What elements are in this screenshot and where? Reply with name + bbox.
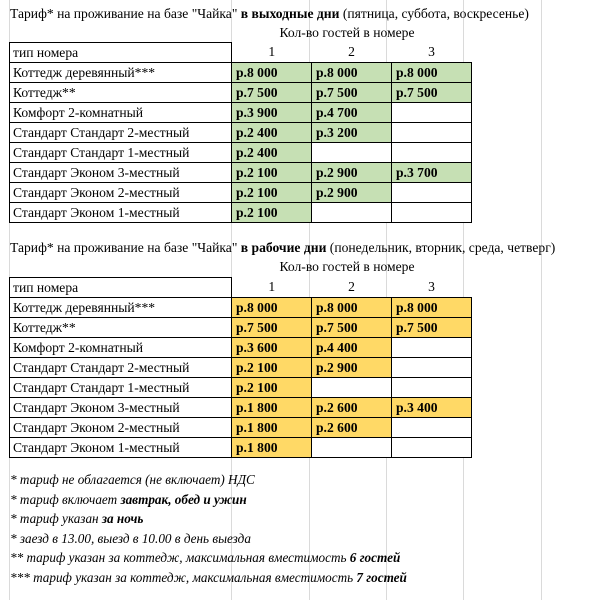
room-type-cell: Стандарт Эконом 3-местный bbox=[10, 163, 232, 183]
price-cell: р.1 800 bbox=[232, 398, 312, 418]
price-cell: р.7 500 bbox=[232, 83, 312, 103]
price-cell: р.7 500 bbox=[392, 318, 472, 338]
table-row bbox=[10, 338, 472, 358]
room-type-cell: Коттедж** bbox=[10, 83, 232, 103]
weekday-rates-table bbox=[9, 277, 472, 458]
weekend-guests-header: Кол-во гостей в номере bbox=[279, 25, 415, 40]
price-cell: р.7 500 bbox=[312, 83, 392, 103]
room-type-cell: Стандарт Эконом 2-местный bbox=[10, 418, 232, 438]
footnote-line bbox=[10, 509, 407, 529]
price-cell: р.2 400 bbox=[232, 123, 312, 143]
price-cell: р.2 600 bbox=[312, 398, 392, 418]
footnote-line bbox=[10, 470, 407, 490]
footnote-text: ** тариф указан за коттедж, максимальная вместимость bbox=[10, 550, 350, 566]
footnote-emphasis: за ночь bbox=[101, 511, 144, 527]
price-cell: р.2 100 bbox=[232, 203, 312, 223]
price-cell: р.2 100 bbox=[232, 183, 312, 203]
price-cell: р.1 800 bbox=[232, 438, 312, 458]
price-cell: р.3 600 bbox=[232, 338, 312, 358]
price-cell bbox=[312, 438, 392, 458]
price-cell: р.7 500 bbox=[392, 83, 472, 103]
price-cell: р.3 400 bbox=[392, 398, 472, 418]
footnote-text: * тариф включает bbox=[10, 491, 121, 507]
price-cell: р.8 000 bbox=[392, 63, 472, 83]
price-cell bbox=[312, 378, 392, 398]
table-row bbox=[10, 203, 472, 223]
footnote-emphasis: 6 гостей bbox=[349, 550, 401, 566]
guests-2-header: 2 bbox=[312, 278, 392, 298]
price-cell: р.1 800 bbox=[232, 418, 312, 438]
room-type-cell: Стандарт Эконом 2-местный bbox=[10, 183, 232, 203]
footnote-line bbox=[10, 490, 407, 510]
price-cell bbox=[392, 418, 472, 438]
room-type-cell: Комфорт 2-комнатный bbox=[10, 338, 232, 358]
footnote-line bbox=[10, 568, 407, 588]
price-cell: р.2 900 bbox=[312, 163, 392, 183]
price-cell: р.8 000 bbox=[232, 298, 312, 318]
room-type-cell: Стандарт Эконом 1-местный bbox=[10, 438, 232, 458]
price-cell: р.8 000 bbox=[392, 298, 472, 318]
room-type-cell: Стандарт Стандарт 2-местный bbox=[10, 123, 232, 143]
guests-1-header: 1 bbox=[232, 43, 312, 63]
table-row bbox=[10, 418, 472, 438]
guests-1-header: 1 bbox=[232, 278, 312, 298]
price-cell bbox=[392, 203, 472, 223]
price-cell: р.2 100 bbox=[232, 163, 312, 183]
price-cell: р.2 900 bbox=[312, 183, 392, 203]
price-cell bbox=[392, 378, 472, 398]
price-cell: р.3 200 bbox=[312, 123, 392, 143]
footnote-text: * заезд в 13.00, выезд в 10.00 в день выезда bbox=[10, 530, 251, 546]
table-row bbox=[10, 183, 472, 203]
guests-3-header: 3 bbox=[392, 278, 472, 298]
price-cell: р.2 400 bbox=[232, 143, 312, 163]
footnotes bbox=[10, 470, 407, 588]
price-cell bbox=[392, 183, 472, 203]
price-cell: р.2 100 bbox=[232, 378, 312, 398]
table-row bbox=[10, 103, 472, 123]
gridline bbox=[541, 0, 542, 600]
table-row bbox=[10, 63, 472, 83]
guests-3-header: 3 bbox=[392, 43, 472, 63]
price-cell bbox=[392, 143, 472, 163]
price-cell bbox=[312, 143, 392, 163]
table-row bbox=[10, 143, 472, 163]
table-row bbox=[10, 438, 472, 458]
room-type-header: тип номера bbox=[10, 43, 232, 63]
price-cell: р.2 900 bbox=[312, 358, 392, 378]
room-type-cell: Коттедж деревянный*** bbox=[10, 298, 232, 318]
room-type-header: тип номера bbox=[10, 278, 232, 298]
room-type-cell: Стандарт Эконом 3-местный bbox=[10, 398, 232, 418]
room-type-cell: Коттедж** bbox=[10, 318, 232, 338]
footnote-text: *** тариф указан за коттедж, максимальная вместимость bbox=[10, 569, 357, 585]
price-cell: р.3 700 bbox=[392, 163, 472, 183]
room-type-cell: Коттедж деревянный*** bbox=[10, 63, 232, 83]
weekend-title: Тариф* на проживание на базе "Чайка" в выходные дни (пятница, суббота, воскресенье) bbox=[10, 6, 529, 21]
table-header-row bbox=[10, 43, 472, 63]
footnote-text: * тариф не облагается (не включает) НДС bbox=[10, 472, 255, 487]
price-cell bbox=[312, 203, 392, 223]
room-type-cell: Стандарт Стандарт 1-местный bbox=[10, 378, 232, 398]
price-cell: р.8 000 bbox=[312, 298, 392, 318]
table-header-row bbox=[10, 278, 472, 298]
room-type-cell: Стандарт Стандарт 2-местный bbox=[10, 358, 232, 378]
table-row bbox=[10, 298, 472, 318]
weekday-guests-header: Кол-во гостей в номере bbox=[279, 259, 415, 274]
price-cell bbox=[392, 338, 472, 358]
price-cell: р.3 900 bbox=[232, 103, 312, 123]
price-cell bbox=[392, 358, 472, 378]
table-row bbox=[10, 318, 472, 338]
table-row bbox=[10, 123, 472, 143]
price-cell: р.8 000 bbox=[232, 63, 312, 83]
footnote-emphasis: завтрак, обед и ужин bbox=[120, 491, 247, 507]
price-cell: р.2 600 bbox=[312, 418, 392, 438]
price-cell: р.2 100 bbox=[232, 358, 312, 378]
price-cell bbox=[392, 123, 472, 143]
room-type-cell: Стандарт Стандарт 1-местный bbox=[10, 143, 232, 163]
price-cell: р.4 400 bbox=[312, 338, 392, 358]
footnote-emphasis: 7 гостей bbox=[356, 569, 407, 585]
price-cell: р.7 500 bbox=[312, 318, 392, 338]
table-row bbox=[10, 378, 472, 398]
table-row bbox=[10, 358, 472, 378]
footnote-text: * тариф указан bbox=[10, 511, 102, 527]
price-cell bbox=[392, 438, 472, 458]
table-row bbox=[10, 398, 472, 418]
price-cell: р.8 000 bbox=[312, 63, 392, 83]
table-row bbox=[10, 163, 472, 183]
room-type-cell: Комфорт 2-комнатный bbox=[10, 103, 232, 123]
room-type-cell: Стандарт Эконом 1-местный bbox=[10, 203, 232, 223]
price-cell: р.7 500 bbox=[232, 318, 312, 338]
price-cell bbox=[392, 103, 472, 123]
footnote-line bbox=[10, 548, 407, 568]
price-cell: р.4 700 bbox=[312, 103, 392, 123]
table-row bbox=[10, 83, 472, 103]
weekend-rates-table bbox=[9, 42, 472, 223]
footnote-line bbox=[10, 529, 407, 549]
guests-2-header: 2 bbox=[312, 43, 392, 63]
weekday-title: Тариф* на проживание на базе "Чайка" в рабочие дни (понедельник, вторник, среда, четверг) bbox=[10, 240, 556, 255]
